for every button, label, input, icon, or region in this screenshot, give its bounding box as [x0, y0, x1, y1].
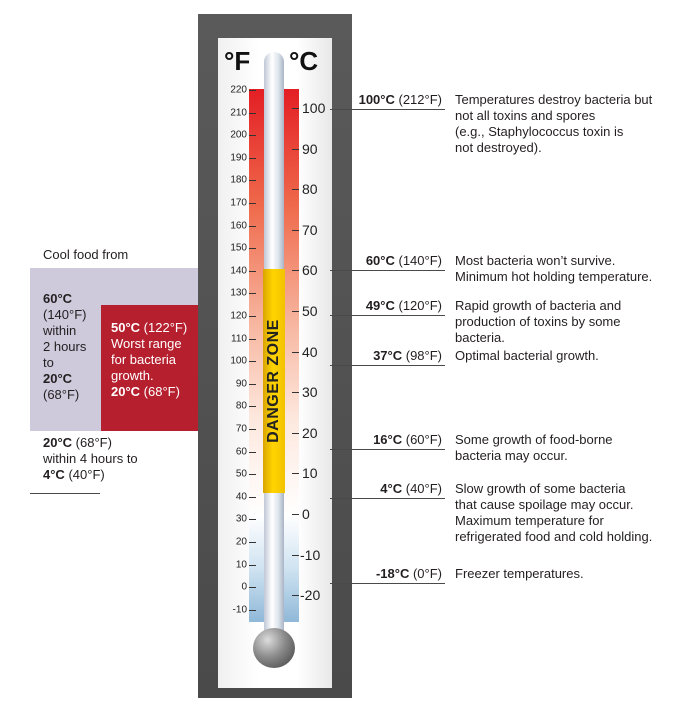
- fahrenheit-tick-label: 120: [230, 310, 247, 322]
- fahrenheit-tick-label: 180: [230, 174, 247, 186]
- cooling2-to-c: 4°C: [43, 467, 65, 482]
- celsius-tick-label: 100: [302, 100, 326, 116]
- celsius-tick-label: 70: [302, 221, 318, 238]
- annotation-fahrenheit: (0°F): [412, 566, 442, 581]
- cooling2-to-f: (40°F): [68, 467, 105, 482]
- annotation-description-line: Rapid growth of bacteria and: [455, 298, 622, 313]
- fahrenheit-tick-mark: [249, 90, 256, 91]
- fahrenheit-tick-label: 110: [231, 333, 247, 345]
- annotation-description-line: production of toxins by some: [455, 314, 621, 329]
- danger-zone-label: DANGER ZONE: [265, 319, 282, 443]
- annotation-celsius: 100°C: [358, 92, 395, 107]
- annotation-description-line: Minimum hot holding temperature.: [455, 269, 653, 284]
- fahrenheit-tick-label: 190: [230, 152, 247, 164]
- worst-line-1: Worst range: [111, 336, 182, 351]
- celsius-tick-mark: [292, 230, 299, 231]
- fahrenheit-tick-mark: [249, 271, 256, 272]
- fahrenheit-tick-label: -10: [232, 604, 247, 616]
- annotation-leader-line: [330, 583, 445, 584]
- cooling-within-1: within: [43, 323, 77, 338]
- cooling-from-c: 60°C: [43, 291, 73, 306]
- cooling2-from-f: (68°F): [75, 435, 112, 450]
- fahrenheit-tick-label: 100: [230, 355, 247, 367]
- fahrenheit-tick-mark: [249, 474, 256, 475]
- cooling-within-3: to: [43, 355, 54, 370]
- annotation-description-line: (e.g., Staphylococcus toxin is: [455, 124, 624, 139]
- annotation-celsius: 16°C: [373, 432, 403, 447]
- annotation-description-line: Temperatures destroy bacteria but: [455, 92, 653, 107]
- fahrenheit-tick-mark: [249, 565, 256, 566]
- fahrenheit-tick-label: 80: [235, 400, 247, 412]
- celsius-tick-mark: [292, 311, 299, 312]
- fahrenheit-tick-mark: [249, 203, 256, 204]
- annotation-description-line: Freezer temperatures.: [455, 566, 584, 581]
- annotation-description-line: Maximum temperature for: [455, 513, 604, 528]
- fahrenheit-tick-mark: [249, 316, 256, 317]
- annotation-description: [455, 298, 677, 346]
- celsius-tick-label: 80: [302, 181, 318, 198]
- fahrenheit-tick-label: 90: [235, 378, 247, 390]
- fahrenheit-tick-label: 210: [230, 107, 247, 119]
- annotation-description: [455, 348, 677, 364]
- fahrenheit-tick-mark: [249, 180, 256, 181]
- annotation-leader-line: [330, 498, 445, 499]
- worst-to-f: (68°F): [143, 384, 180, 399]
- celsius-tick-mark: [292, 433, 299, 434]
- fahrenheit-tick-label: 140: [230, 265, 247, 277]
- celsius-tick-label: -20: [300, 587, 321, 604]
- cooling-to-c: 20°C: [43, 371, 73, 386]
- celsius-tick-label: 40: [302, 343, 318, 360]
- annotation-description-line: that cause spoilage may occur.: [455, 497, 634, 512]
- celsius-tick-mark: [292, 595, 299, 596]
- annotation-description-line: not all toxins and spores: [455, 108, 596, 123]
- annotation-celsius: 60°C: [365, 253, 395, 268]
- fahrenheit-tick-mark: [249, 542, 256, 543]
- cooling-within-2: 2 hours: [43, 339, 87, 354]
- fahrenheit-tick-mark: [249, 248, 256, 249]
- celsius-tick-label: 90: [302, 140, 318, 157]
- celsius-tick-mark: [292, 108, 299, 109]
- annotation-celsius: -18°C: [375, 566, 410, 581]
- annotation-description: [455, 566, 677, 582]
- annotation-temperature: [330, 92, 442, 108]
- celsius-tick-label: 50: [302, 303, 318, 319]
- fahrenheit-tick-label: 0: [241, 581, 247, 593]
- celsius-tick-mark: [292, 352, 299, 353]
- annotation-description-line: Some growth of food-borne: [455, 432, 613, 447]
- annotation-description-line: Most bacteria won’t survive.: [455, 253, 616, 268]
- fahrenheit-tick-label: 160: [230, 220, 247, 232]
- fahrenheit-tick-mark: [249, 384, 256, 385]
- celsius-tick-mark: [292, 555, 299, 556]
- annotation-description: [455, 92, 677, 156]
- fahrenheit-tick-mark: [249, 135, 256, 136]
- fahrenheit-tick-label: 200: [230, 129, 247, 141]
- annotation-celsius: 4°C: [380, 481, 403, 496]
- cooling-stage-two-underline: [30, 493, 100, 494]
- fahrenheit-tick-mark: [249, 406, 256, 407]
- fahrenheit-tick-mark: [249, 339, 256, 340]
- fahrenheit-tick-mark: [249, 610, 256, 611]
- annotation-temperature: [330, 481, 442, 497]
- fahrenheit-tick-mark: [249, 158, 256, 159]
- worst-line-3: growth.: [111, 368, 154, 383]
- fahrenheit-tick-label: 60: [235, 446, 247, 458]
- fahrenheit-tick-mark: [249, 452, 256, 453]
- celsius-tick-mark: [292, 189, 299, 190]
- fahrenheit-tick-label: 10: [235, 559, 247, 571]
- thermometer-bulb: [253, 628, 295, 668]
- annotation-description: [455, 432, 677, 464]
- annotation-description: [455, 253, 677, 285]
- fahrenheit-tick-mark: [249, 497, 256, 498]
- celsius-unit-label: °C: [289, 46, 319, 76]
- annotation-description-line: bacteria.: [455, 330, 505, 345]
- annotation-fahrenheit: (212°F): [398, 92, 442, 107]
- annotation-leader-line: [330, 315, 445, 316]
- annotation-temperature: [330, 253, 442, 269]
- fahrenheit-tick-label: 50: [235, 468, 247, 480]
- annotation-description-line: not destroyed).: [455, 140, 542, 155]
- annotation-fahrenheit: (60°F): [405, 432, 442, 447]
- annotation-description-line: bacteria may occur.: [455, 448, 568, 463]
- fahrenheit-tick-label: 70: [235, 423, 247, 435]
- celsius-tick-label: 0: [302, 506, 310, 522]
- worst-line-2: for bacteria: [111, 352, 177, 367]
- fahrenheit-tick-mark: [249, 429, 256, 430]
- annotation-leader-line: [330, 270, 445, 271]
- annotation-temperature: [330, 298, 442, 314]
- worst-to-c: 20°C: [111, 384, 141, 399]
- annotation-temperature: [330, 566, 442, 582]
- fahrenheit-tick-label: 150: [230, 242, 247, 254]
- annotation-description-line: refrigerated food and cold holding.: [455, 529, 653, 544]
- celsius-tick-mark: [292, 392, 299, 393]
- fahrenheit-tick-mark: [249, 361, 256, 362]
- fahrenheit-tick-label: 30: [235, 513, 247, 525]
- annotation-leader-line: [330, 449, 445, 450]
- fahrenheit-tick-mark: [249, 587, 256, 588]
- fahrenheit-tick-label: 220: [230, 84, 247, 96]
- cooling2-within: within 4 hours to: [43, 451, 138, 466]
- fahrenheit-tick-mark: [249, 113, 256, 114]
- celsius-tick-label: 30: [302, 384, 318, 401]
- annotation-temperature: [330, 348, 442, 364]
- fahrenheit-tick-mark: [249, 519, 256, 520]
- fahrenheit-tick-mark: [249, 226, 256, 227]
- worst-f: (122°F): [143, 320, 188, 335]
- worst-c: 50°C: [111, 320, 141, 335]
- annotation-description-line: Optimal bacterial growth.: [455, 348, 599, 363]
- fahrenheit-unit-label: °F: [224, 46, 251, 76]
- annotation-leader-line: [330, 109, 445, 110]
- celsius-tick-mark: [292, 149, 299, 150]
- fahrenheit-tick-label: 40: [235, 491, 247, 503]
- annotation-fahrenheit: (98°F): [405, 348, 442, 363]
- celsius-tick-label: 20: [302, 424, 318, 441]
- annotation-fahrenheit: (140°F): [398, 253, 442, 268]
- annotation-fahrenheit: (40°F): [405, 481, 442, 496]
- celsius-tick-mark: [292, 473, 299, 474]
- celsius-tick-label: 10: [302, 465, 318, 482]
- cooling2-from-c: 20°C: [43, 435, 73, 450]
- celsius-tick-label: -10: [300, 546, 321, 563]
- annotation-description-line: Slow growth of some bacteria: [455, 481, 626, 496]
- fahrenheit-tick-label: 20: [235, 536, 247, 548]
- cooling-stage-one: [43, 291, 103, 403]
- annotation-celsius: 37°C: [373, 348, 403, 363]
- cooling-stage-two: [43, 435, 173, 483]
- celsius-tick-mark: [292, 270, 299, 271]
- celsius-tick-label: 60: [302, 262, 318, 279]
- annotation-temperature: [330, 432, 442, 448]
- annotation-fahrenheit: (120°F): [398, 298, 442, 313]
- fahrenheit-tick-label: 130: [230, 287, 247, 299]
- celsius-tick-mark: [292, 514, 299, 515]
- cooling-title: Cool food from: [43, 247, 129, 262]
- cooling-to-f: (68°F): [43, 387, 80, 402]
- annotation-celsius: 49°C: [365, 298, 395, 313]
- annotation-leader-line: [330, 365, 445, 366]
- fahrenheit-tick-label: 170: [230, 197, 247, 209]
- worst-range-text: [111, 320, 196, 400]
- fahrenheit-tick-mark: [249, 293, 256, 294]
- cooling-from-f: (140°F): [43, 307, 87, 322]
- annotation-description: [455, 481, 677, 545]
